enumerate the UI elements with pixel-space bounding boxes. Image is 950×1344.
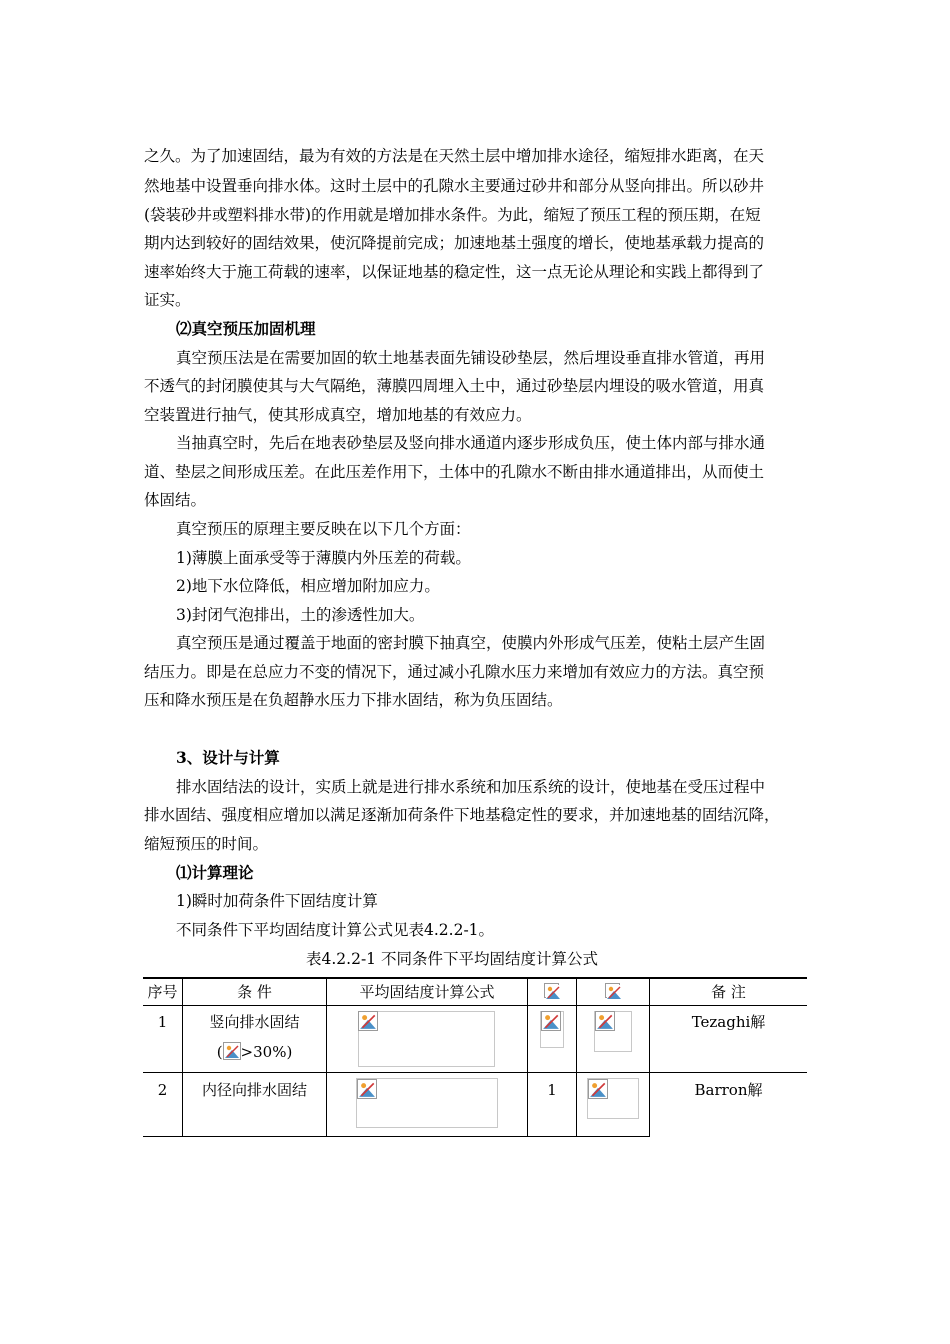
text-line: 缩短预压的时间。 [144,835,269,853]
list-item: 1)薄膜上面承受等于薄膜内外压差的荷载。 [176,549,471,567]
text-line: 结压力。即是在总应力不变的情况下，通过减小孔隙水压力来增加有效应力的方法。真空预 [144,663,765,681]
list-item: 3)封闭气泡排出，土的渗透性加大。 [176,606,425,624]
text-line: 证实。 [144,291,191,309]
text-line: 真空预压法是在需要加固的软土地基表面先铺设砂垫层，然后埋设垂直排水管道，再用 [176,349,766,367]
table-rule [143,1005,807,1006]
text-line: 空装置进行抽气，使其形成真空，增加地基的有效应力。 [144,406,532,424]
text-line: 体固结。 [144,491,207,509]
row-no: 2 [157,1081,168,1099]
row-condition: 竖向排水固结 [209,1013,300,1031]
table-rule [576,979,577,1137]
row-col4: 1 [547,1081,557,1099]
table-rule [143,1072,807,1073]
formula-image-frame [356,1078,498,1128]
table-caption: 表4.2.2-1 不同条件下平均固结度计算公式 [306,950,598,968]
header-note: 备 注 [711,983,746,1001]
table-rule [143,1136,650,1137]
broken-image-icon [544,983,559,998]
text-line: 压和降水预压是在负超静水压力下排水固结，称为负压固结。 [144,691,563,709]
text-line: 速率始终大于施工荷载的速率，以保证地基的稳定性，这一点无论从理论和实践上都得到了 [144,263,765,281]
broken-image-icon [358,1011,378,1031]
text-line: 不同条件下平均固结度计算公式见表4.2.2-1。 [176,921,495,939]
header-formula: 平均固结度计算公式 [359,983,495,1001]
broken-image-icon [357,1079,377,1099]
broken-image-icon [605,983,620,998]
row-no: 1 [157,1013,168,1031]
broken-image-icon [541,1011,561,1031]
formula-image-frame [358,1011,495,1067]
list-item: 2)地下水位降低，相应增加附加应力。 [176,577,440,595]
table-rule [527,979,528,1137]
text-line: (袋装砂井或塑料排水带)的作用就是增加排水条件。为此，缩短了预压工程的预压期，在短 [144,206,761,224]
broken-image-icon [588,1079,608,1099]
header-condition: 条 件 [237,983,272,1001]
table-rule [143,977,807,979]
text-line: 道、垫层之间形成压差。在此压差作用下，土体中的孔隙水不断由排水通道排出，从而使土 [144,463,765,481]
section-heading: 3、设计与计算 [176,748,280,767]
broken-image-icon [595,1011,615,1031]
text-line: 排水固结、强度相应增加以满足逐渐加荷条件下地基稳定性的要求，并加速地基的固结沉降， [144,806,780,824]
text-line: 当抽真空时，先后在地表砂垫层及竖向排水通道内逐步形成负压，使土体内部与排水通 [176,434,766,452]
row-note: Tezaghi解 [691,1013,766,1031]
text-line: 不透气的封闭膜使其与大气隔绝，薄膜四周埋入土中，通过砂垫层内埋设的吸水管道，用真 [144,377,765,395]
table-rule [649,979,650,1137]
section-heading: ⑵真空预压加固机理 [176,319,316,338]
row-condition: 内径向排水固结 [201,1081,307,1099]
row-note: Barron解 [694,1081,763,1099]
text-line: 然地基中设置垂向排水体。这时土层中的孔隙水主要通过砂井和部分从竖向排出。所以砂井 [144,177,765,195]
text-line: 期内达到较好的固结效果，使沉降提前完成；加速地基土强度的增长，使地基承载力提高的 [144,234,765,252]
text-line: 1)瞬时加荷条件下固结度计算 [176,892,378,910]
header-no: 序号 [147,983,178,1001]
row-condition-sub: ( >30%) [216,1043,293,1061]
broken-image-icon [223,1042,241,1060]
table-rule [326,979,327,1137]
text-line: 真空预压的原理主要反映在以下几个方面： [176,520,471,538]
section-heading: ⑴计算理论 [176,863,254,882]
text-line: 真空预压是通过覆盖于地面的密封膜下抽真空，使膜内外形成气压差，使粘土层产生固 [176,634,766,652]
text-line: 排水固结法的设计，实质上就是进行排水系统和加压系统的设计，使地基在受压过程中 [176,778,766,796]
text-line: 之久。为了加速固结，最为有效的方法是在天然土层中增加排水途径，缩短排水距离，在天 [144,147,765,165]
